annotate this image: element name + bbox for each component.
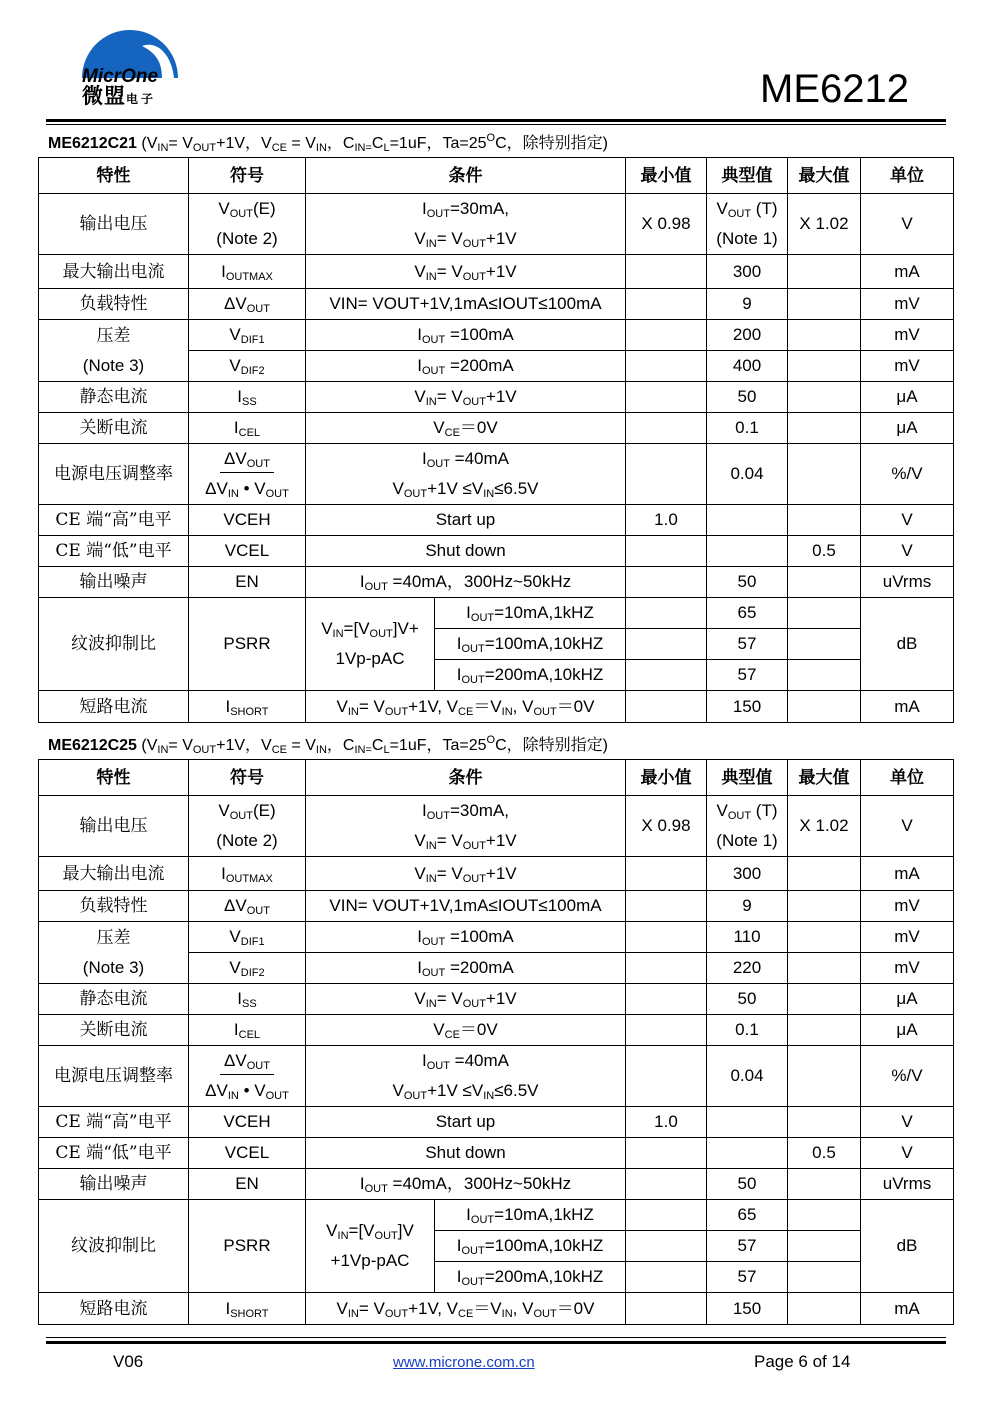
table-row-psrr-1: 纹波抑制比 PSRR $V_{IN}=[V_{OUT}]V$ +1Vp-pAC $I_{OUT}=10mA,1kHZ$ 65 dB (39, 1200, 954, 1231)
table-row-vdif2: $V_{DIF2}$ $I_{OUT} =200mA$ 220 mV (39, 953, 954, 984)
table-row-load: 负载特性 $\Delta V_{OUT}$ VIN= VOUT+1V,1mA≤IOUT≤100mA 9 mV (39, 289, 954, 320)
table-row-noise: 输出噪声 EN $I_{OUT} =40mA$，300Hz~50kHz 50 uVrms (39, 567, 954, 598)
table-row-ceh: CE 端“高”电平 VCEH Start up 1.0 V (39, 1107, 954, 1138)
table-row-cel: CE 端“低”电平 VCEL Shut down 0.5 V (39, 1138, 954, 1169)
table-row-psrr-3: $I_{OUT}=200mA,10kHZ$ 57 (39, 660, 954, 691)
table-row-iss: 静态电流 $I_{SS}$ $V_{IN}= V_{OUT}+1V$ 50 μA (39, 382, 954, 413)
table-row-vdif1: 压差 (Note 3) $V_{DIF1}$ $I_{OUT} =100mA$ 110 mV (39, 922, 954, 953)
footer-version: V06 (113, 1352, 144, 1371)
footer-rule-thin (46, 1337, 946, 1338)
footer-rule-thick (46, 1341, 946, 1344)
table-row-vout: 输出电压 $V_{OUT}(E)$ (Note 2) $I_{OUT}=30mA$, $V_{IN}= V_{OUT}+1V$ X 0.98 $V_{OUT}$ (T) (Note 1) X 1.02 V (39, 194, 954, 255)
table-row-short: 短路电流 $I_{SHORT}$ $V_{IN}= V_{OUT}+1V$, $V_{CE}=V_{IN}$, $V_{OUT}=0V$ 150 mA (39, 1293, 954, 1325)
header-rule-thick (46, 119, 946, 122)
table-row-icel: 关断电流 $I_{CEL}$ $V_{CE}=0V$ 0.1 μA (39, 413, 954, 444)
table-row-psrr-2: $I_{OUT}=100mA,10kHZ$ 57 (39, 629, 954, 660)
table1-caption: ME6212C21 ($V_{IN}= V_{OUT}+1V$，$V_{CE} = V_{IN}$，$C_{IN=}C_L=1uF$，$Ta=25^OC$，除特别指定) (48, 132, 608, 154)
table-row-psrr-1: 纹波抑制比 PSRR $V_{IN}=[V_{OUT}]V+$ 1Vp-pAC $I_{OUT}=10mA,1kHZ$ 65 dB (39, 598, 954, 629)
logo-text: MicrOne (82, 66, 159, 87)
table-row-iss: 静态电流 $I_{SS}$ $V_{IN}= V_{OUT}+1V$ 50 μA (39, 984, 954, 1015)
table-row-vout: 输出电压 $V_{OUT}(E)$ (Note 2) $I_{OUT}=30mA$, $V_{IN}= V_{OUT}+1V$ X 0.98 $V_{OUT}$ (T) (Note 1) X 1.02 V (39, 796, 954, 857)
header-rule-thin (46, 124, 946, 125)
table-row-regulation: 电源电压调整率 $\Delta V_{OUT}$ $\Delta V_{IN}$ • $V_{OUT}$ $I_{OUT} =40mA$ $V_{OUT}+1V \le V_{IN}\le 6.5V$ 0.04 %/V (39, 1046, 954, 1107)
table-row-imax: 最大输出电流 $I_{OUTMAX}$ $V_{IN}= V_{OUT}+1V$ 300 mA (39, 857, 954, 891)
table-row-noise: 输出噪声 EN $I_{OUT} =40mA$，300Hz~50kHz 50 uVrms (39, 1169, 954, 1200)
table-header-row: 特性 符号 条件 最小值 典型值 最大值 单位 (39, 158, 954, 194)
footer-website-link[interactable]: www.microne.com.cn (393, 1354, 535, 1371)
table-row-psrr-3: $I_{OUT}=200mA,10kHZ$ 57 (39, 1262, 954, 1293)
table-row-icel: 关断电流 $I_{CEL}$ $V_{CE}=0V$ 0.1 μA (39, 1015, 954, 1046)
table-row-imax: 最大输出电流 $I_{OUTMAX}$ $V_{IN}= V_{OUT}+1V$ 300 mA (39, 255, 954, 289)
table-row-regulation: 电源电压调整率 $\Delta V_{OUT}$ $\Delta V_{IN}$ • $V_{OUT}$ $I_{OUT} =40mA$ $V_{OUT}+1V \le V_{IN}\le 6.5V$ 0.04 %/V (39, 444, 954, 505)
logo-chinese: 微盟电子 (82, 84, 157, 108)
table-row-vdif1: 压差 (Note 3) $V_{DIF1}$ $I_{OUT} =100mA$ 200 mV (39, 320, 954, 351)
document-title: ME6212 (760, 67, 909, 111)
table-header-row: 特性 符号 条件 最小值 典型值 最大值 单位 (39, 760, 954, 796)
spec-table-2 (38, 759, 954, 1325)
table-row-ceh: CE 端“高”电平 VCEH Start up 1.0 V (39, 505, 954, 536)
footer-page-number: Page 6 of 14 (754, 1352, 851, 1371)
spec-table-1 (38, 157, 954, 723)
table-row-vdif2: $V_{DIF2}$ $I_{OUT} =200mA$ 400 mV (39, 351, 954, 382)
table-row-load: 负载特性 $\Delta V_{OUT}$ VIN= VOUT+1V,1mA≤IOUT≤100mA 9 mV (39, 891, 954, 922)
table2-caption: ME6212C25 ($V_{IN}= V_{OUT}+1V$，$V_{CE} = V_{IN}$，$C_{IN=}C_L=1uF$，$Ta=25^OC$，除特别指定) (48, 734, 608, 756)
table-row-short: 短路电流 $I_{SHORT}$ $V_{IN}= V_{OUT}+1V$, $V_{CE}=V_{IN}$, $V_{OUT}=0V$ 150 mA (39, 691, 954, 723)
table-row-cel: CE 端“低”电平 VCEL Shut down 0.5 V (39, 536, 954, 567)
table-row-psrr-2: $I_{OUT}=100mA,10kHZ$ 57 (39, 1231, 954, 1262)
